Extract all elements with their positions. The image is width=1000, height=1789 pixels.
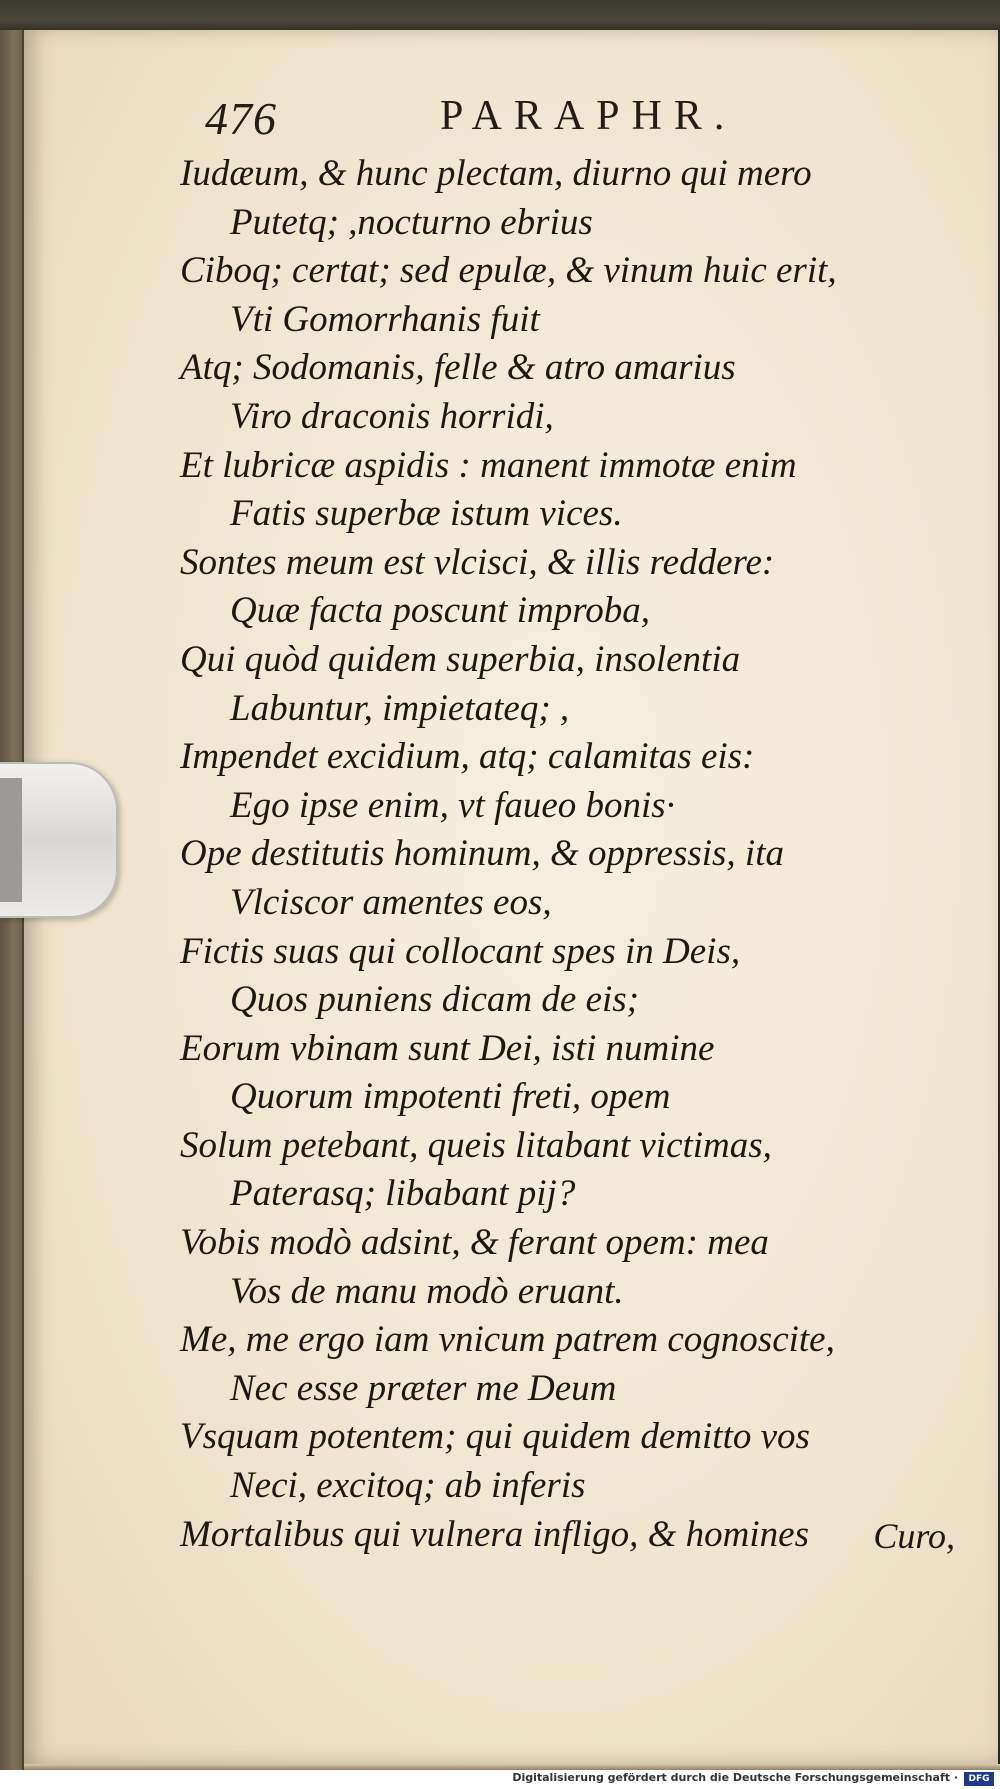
verse-line: Vti Gomorrhanis fuit (230, 298, 540, 340)
verse-line: Fictis suas qui collocant spes in Deis, (180, 930, 741, 972)
page-header (205, 92, 925, 152)
page-number: 476 (205, 93, 277, 144)
running-head: PARAPHR. (440, 93, 737, 139)
verse-line: Nec esse præter me Deum (230, 1367, 617, 1409)
verse-line: Iudæum, & hunc plectam, diurno qui mero (180, 153, 812, 194)
verse-line: Quos puniens dicam de eis; (230, 979, 639, 1021)
verse-line: Qui quòd quidem superbia, insolentia (180, 638, 741, 680)
catchword: Curo, (873, 1516, 955, 1556)
verse-line: Labuntur, impietateq; , (230, 687, 570, 729)
verse-line: Me, me ergo iam vnicum patrem cognoscite, (180, 1319, 835, 1361)
verse-line: Mortalibus qui vulnera infligo, & homines (180, 1513, 809, 1555)
verse-line: Quæ facta poscunt improba, (230, 590, 651, 632)
verse-line: Putetq; ,nocturno ebrius (230, 201, 593, 243)
verse-line: Ciboq; certat; sed epulæ, & vinum huic erit, (180, 250, 837, 292)
verse-line: Et lubricæ aspidis : manent immotæ enim (180, 444, 797, 486)
verse-line: Viro draconis horridi, (230, 395, 554, 437)
verse-line: Vos de manu modò eruant. (230, 1270, 624, 1312)
verse-line: Fatis superbæ istum vices. (230, 493, 623, 535)
page-clip-shadow (0, 778, 22, 902)
verse-line: Vlciscor amentes eos, (230, 881, 552, 923)
funding-credit: Digitalisierung gefördert durch die Deutsche Forschungsgemeinschaft · (512, 1771, 958, 1784)
verse-line: Eorum vbinam sunt Dei, isti numine (180, 1027, 715, 1069)
page-clip (0, 762, 118, 918)
verse-line: Ope destitutis hominum, & oppressis, ita (180, 833, 784, 875)
verse-line: Paterasq; libabant pij? (230, 1173, 576, 1215)
footer-bar (0, 1770, 1000, 1789)
verse-line: Solum petebant, queis litabant victimas, (180, 1124, 772, 1166)
verse-line: Ego ipse enim, vt faueo bonis· (230, 784, 675, 826)
dfg-logo: DFG (964, 1772, 994, 1786)
verse-line: Sontes meum est vlcisci, & illis reddere: (180, 541, 775, 583)
verse-line: Impendet excidium, atq; calamitas eis: (180, 736, 755, 778)
verse-line: Vobis modò adsint, & ferant opem: mea (180, 1222, 769, 1264)
scan-top-border (0, 0, 1000, 34)
verse-line: Vsquam potentem; qui quidem demitto vos (180, 1416, 810, 1458)
verse-line: Atq; Sodomanis, felle & atro amarius (180, 347, 736, 389)
verse-line: Quorum impotenti freti, opem (230, 1076, 671, 1118)
verse-line: Neci, excitoq; ab inferis (230, 1465, 586, 1507)
verse-text-block (180, 150, 950, 1559)
